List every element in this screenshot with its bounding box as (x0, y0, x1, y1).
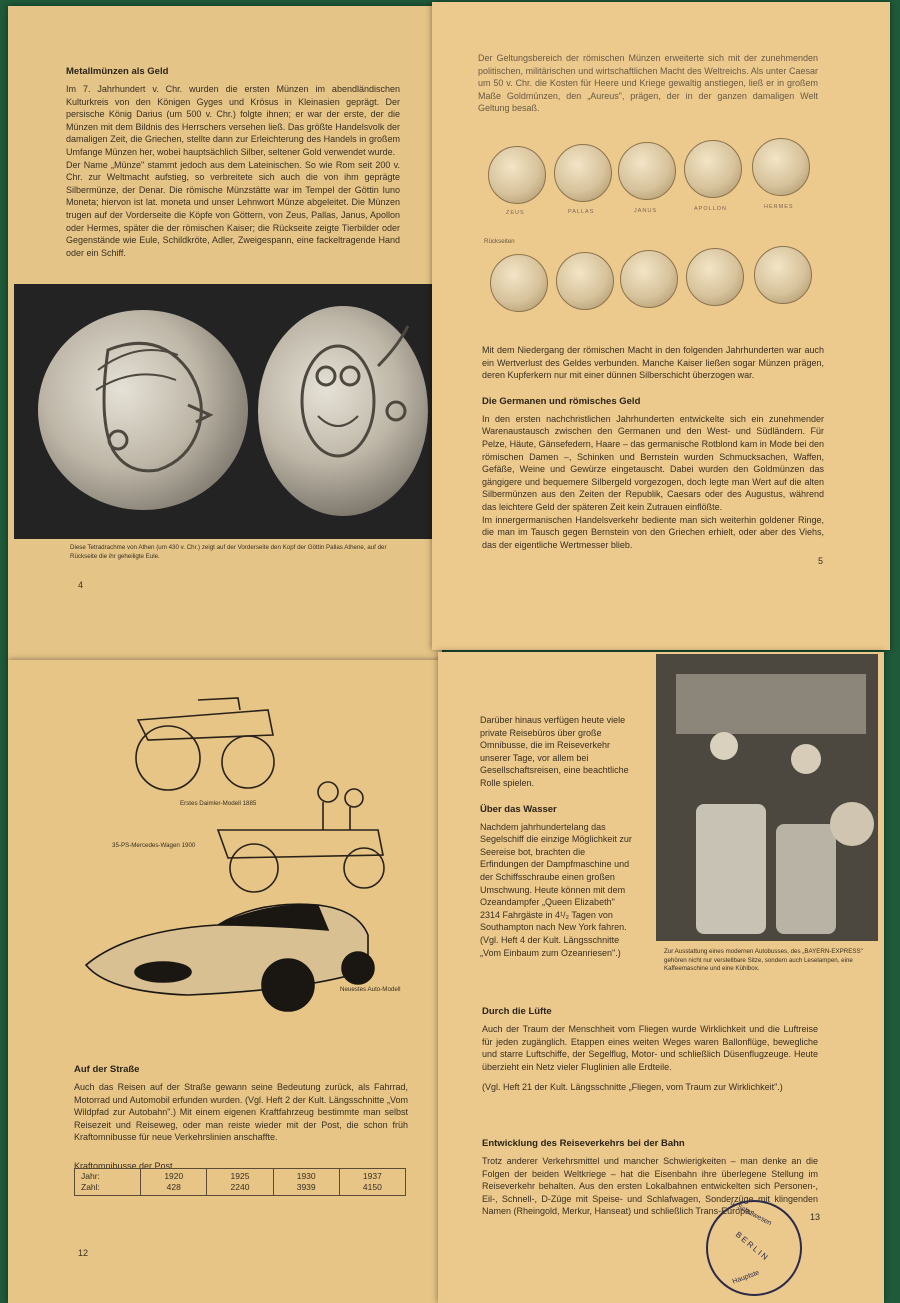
athena-head-icon (38, 310, 248, 510)
heading-bahn: Entwicklung des Reiseverkehrs bei der Bahn (482, 1137, 685, 1149)
coin-label-zeus: ZEUS (506, 210, 525, 216)
label-rueckseiten: Rückseiten (484, 238, 515, 245)
owl-coin-image (258, 306, 428, 516)
coin-apollon (684, 140, 742, 198)
paragraph-niedergang: Mit dem Niedergang der römischen Macht in den folgenden Jahrhunderten war auch ein Wertverlust des Geldes verbunden. Manche Kaiser ließen sogar Münzen prägen, deren Kupferkern nur mit einer dünnen Silberschicht überzogen war. (482, 345, 824, 381)
coin-label-janus: JANUS (634, 208, 658, 214)
buses-table (74, 1168, 406, 1196)
coin-label-apollon: APOLLON (694, 206, 727, 212)
paragraph-luefte-ref: (Vgl. Heft 21 der Kult. Längsschnitte „Fliegen, vom Traum zur Wirklichkeit".) (482, 1082, 783, 1093)
paragraph-bahn: Trotz anderer Verkehrsmittel und mancher Schwierigkeiten – man denke an die Folgen der beiden Weltkriege – hat die Eisenbahn ihre überlegene Stellung im Reiseverkehr behalten. Aus den ersten Lokalbahnen entwickelten sich Personen-, Eil-, Schnell-, D-Züge mit Speise- und Schlafwagen, Sonderzüge mit klingenden Namen (Rheingold, Merkur, Hanseat) und schließlich Trans-Europa- (482, 1155, 818, 1217)
count-cell: 3939 (296, 1182, 316, 1192)
stamp-text-bottom: Hauptste (731, 1269, 761, 1286)
page-4 (8, 6, 442, 662)
paragraph-roman-coins: Der Geltungsbereich der römischen Münzen erweiterte sich mit der zunehmenden politischen, militärischen und wirtschaftlichen Macht des Weltreichs. Als unter Caesar um 50 v. Chr. die Kosten für Heere und Kriege gewaltig anstiegen, ließ er in großem Maße Goldmünzen, den „Aureus", prägen, der in der ganzen damaligen Welt Geltung besaß. (478, 53, 818, 114)
coin-label-hermes: HERMES (764, 204, 794, 210)
count-cell: 2240 (230, 1182, 250, 1192)
paragraph-metallmuenzen: Im 7. Jahrhundert v. Chr. wurden die ersten Münzen im abendländischen Kulturkreis von den Königen Gyges und Krösus in Kleinasien geprägt. Der persische König Darius (um 500 v. Chr.) folgte ihnen; er war der erste, der die Münzen mit dem Bildnis des Herrschers versehen ließ. Das größte Handelsvolk der damaligen Zeit, die Griechen, stellte dann zur Erleichterung des Handels in großem Umfange Münzen her, wobei hauptsächlich Silber, seltener Gold verwendet wurde. (66, 84, 400, 157)
paragraph-germanen: In den ersten nachchristlichen Jahrhunderten entwickelte sich ein zunehmender Warenaustausch zwischen den Germanen und den West- und Südländern. Für Pelze, Häute, Gänsefedern, Haare – das germanische Rotblond kam in Mode bei den römischen Damen –, Schinken und Bernstein wurden Schmucksachen, Waffen, Gefäße, Weine und Gewürze eingetauscht. Dabei wurden den Goldmünzen das gängigere und bequemere Silbergeld vorgezogen, doch legte man Wert auf die alten Silbermünzen aus den Zeiten der Republik, Caesars oder des Augustus, während das leichtere Geld der späteren Zeit kein Zutrauen einflößte. (482, 413, 824, 512)
year-cell: 1937 (362, 1171, 382, 1181)
count-cell: 4150 (362, 1182, 382, 1192)
year-cell: 1930 (296, 1171, 316, 1181)
bus-photo-caption: Zur Ausstattung eines modernen Autobusses, des „BAYERN-EXPRESS" gehören nicht nur verstellbare Sitze, sondern auch Leselampen, eine Kaffeemaschine und eine Kühlbox. (664, 948, 863, 972)
reisebus-text-block (480, 714, 632, 959)
page-number-12: 12 (78, 1248, 89, 1258)
year-cell: 1920 (164, 1171, 184, 1181)
strasse-text-block (74, 1064, 408, 1173)
row-label-zahl: Zahl: (81, 1182, 100, 1192)
paragraph-wasser: Nachdem jahrhundertelang das Segelschiff die einzige Möglichkeit zur Seereise bot, brachten die Erfindungen der Dampfmaschine und der Schiffsschraube einen großen Umschwung. Heute können mit dem Ozeandampfer „Queen Elizabeth" 2314 Fahrgäste in 4¹/₂ Tagen von Southampton nach New York fahren. (Vgl. Heft 4 der Kult. Längsschnitte „Vom Einbaum zum Ozeanriesen".) (480, 821, 632, 958)
library-stamp (706, 1200, 802, 1296)
page-5 (432, 2, 890, 650)
coin-janus (618, 142, 676, 200)
heading-luefte: Durch die Lüfte (482, 1006, 552, 1017)
table-title: Kraftomnibusse der Post (74, 1160, 173, 1171)
table-row (75, 1169, 406, 1196)
coin-reverse-ship (754, 246, 812, 304)
tetradrachm-caption: Diese Tetradrachme von Athen (um 430 v. Chr.) zeigt auf der Vorderseite den Kopf der Göttin Pallas Athene, auf der Rückseite die ihr geheiligte Eule. (70, 544, 387, 560)
coin-reverse-hand (686, 248, 744, 306)
caption-daimler: Erstes Daimler-Modell 1885 (180, 800, 257, 807)
coin-reverse-owl (490, 254, 548, 312)
coin-pallas (554, 144, 612, 202)
coin-zeus (488, 146, 546, 204)
stamp-text-mid: BERLIN (733, 1229, 772, 1264)
coin-label-pallas: PALLAS (568, 209, 595, 215)
row-label-jahr: Jahr: (81, 1171, 100, 1181)
germanen-text-block (482, 344, 824, 551)
page-number-13: 13 (810, 1212, 821, 1222)
coin-hermes (752, 138, 810, 196)
owl-icon (258, 306, 428, 516)
mercedes-wagon-icon (218, 782, 384, 892)
heading-germanen: Die Germanen und römisches Geld (482, 395, 641, 407)
cars-illustration (68, 680, 398, 1030)
heading-strasse: Auf der Straße (74, 1064, 140, 1075)
caption-neuestes: Neuestes Auto-Modell (340, 986, 401, 993)
caption-mercedes: 35-PS-Mercedes-Wagen 1900 (112, 842, 196, 849)
bus-interior-icon (656, 654, 878, 941)
coin-reverse-turtle (556, 252, 614, 310)
daimler-carriage-icon (136, 698, 274, 790)
modern-car-icon (86, 904, 374, 1011)
page-13 (438, 652, 884, 1303)
count-cell: 428 (166, 1182, 181, 1192)
coins-text-block (66, 66, 400, 259)
tetradrachm-photo (14, 284, 442, 539)
heading-metallmuenzen: Metallmünzen als Geld (66, 66, 169, 77)
luefte-text-block (482, 1006, 818, 1218)
stamp-text-top: u. Schulwesen (729, 1199, 773, 1228)
paragraph-innergermanisch: Im innergermanischen Handelsverkehr bediente man sich weiterhin goldener Ringe, die man im Tausch gegen Bernstein von den Griechen erhielt, oder aber des Viehs, das der eigentliche Wertmesser blieb. (482, 514, 824, 550)
coin-reverse-eagle (620, 250, 678, 308)
heading-wasser: Über das Wasser (480, 803, 557, 815)
bus-interior-photo (656, 654, 878, 941)
page-12 (8, 660, 448, 1303)
page-number-5: 5 (818, 556, 824, 566)
paragraph-reisebueros: Darüber hinaus verfügen heute viele private Reisebüros über große Omnibusse, die im Reiseverkehr unserer Tage, vor allem bei Gesellschaftsreisen, eine beachtliche Rolle spielen. (480, 715, 629, 788)
paragraph-luefte: Auch der Traum der Menschheit vom Fliegen wurde Wirklichkeit und die Luftreise für jeden zugänglich. Etappen eines weiten Weges waren Ballonflüge, bewegliche und starre Luftschiffe, der Segelflug, Motor- und schließlich Düsenflugzeuge. Heute überzieht ein Netz vieler Fluglinien alle Erdteile. (482, 1024, 818, 1072)
roman-intro-block (478, 52, 818, 115)
page-number-4: 4 (78, 580, 84, 590)
year-cell: 1925 (230, 1171, 250, 1181)
athena-coin-image (38, 310, 248, 510)
paragraph-name-muenze: Der Name „Münze" stammt jedoch aus dem Lateinischen. So wie Rom seit 200 v. Chr. zur Weltmacht aufstieg, so verbreitete sich auch die von ihm geprägte Silbermünze, der Denar. Die römische Münzstätte war im Tempel der Göttin Iuno Moneta; hiervon ist lat. moneta und unser Lehnwort Münze abgeleitet. Die Münzen trugen auf der Vorderseite die Köpfe von Göttern, von Zeus, Pallas, Janus, Apollon oder Hermes, später die der römischen Kaiser; die Rückseite zeigte Tierbilder oder Gegenstände wie Eule, Schildkröte, Adler, Zweigespann, eine fackeltragende Hand oder ein Schiff. (66, 159, 400, 258)
paragraph-strasse: Auch das Reisen auf der Straße gewann seine Bedeutung zurück, als Fahrrad, Motorrad und Automobil erfunden wurden. (Vgl. Heft 2 der Kult. Längsschnitte „Vom Wildpfad zur Autobahn".) Mit einem eigenen Kraftfahrzeug bestimmte man selbst Reisezeit und Reiseweg, oder man reiste wieder mit der Post, die schon früh Kraftomnibusse für neue Verkehrslinien anschaffte. (74, 1082, 408, 1143)
